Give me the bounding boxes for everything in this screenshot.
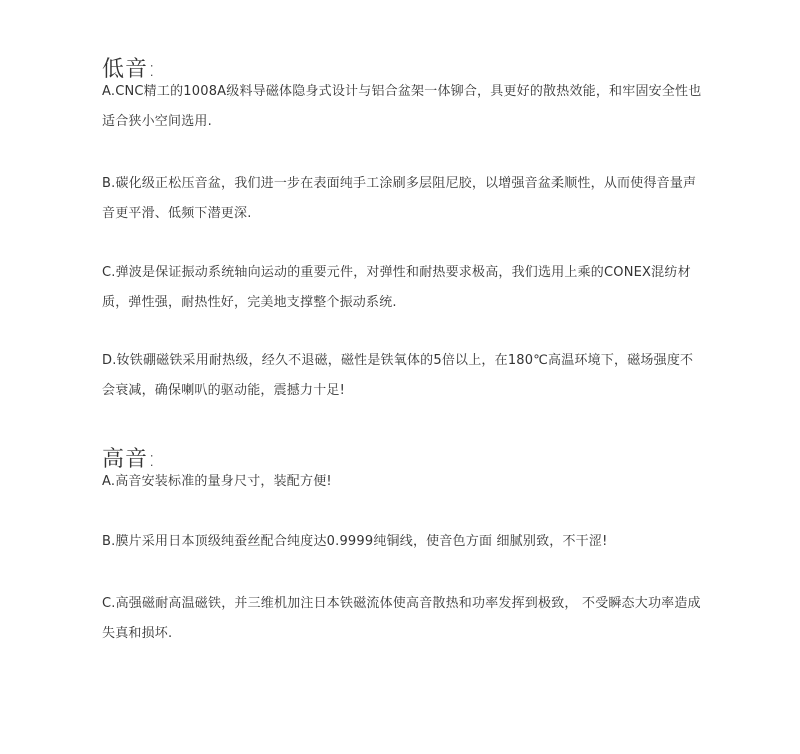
- bass-section-title: 低音:: [102, 57, 157, 82]
- product-description: [102, 0, 712, 754]
- bass-paragraph-a: A.CNC精工的1008A级料导磁体隐身式设计与铝合盆架一体铆合，具更好的散热效能，和牢固安全性也适合狭小空间选用.: [102, 84, 702, 129]
- treble-section-title: 高音:: [102, 447, 157, 472]
- bass-paragraph-c: C.弹波是保证振动系统轴向运动的重要元件，对弹性和耐热要求极高，我们选用上乘的CONEX混纺材质，弹性强，耐热性好，完美地支撑整个振动系统.: [102, 265, 691, 310]
- treble-paragraph-c: C.高强磁耐高温磁铁，并三维机加注日本铁磁流体使高音散热和功率发挥到极致， 不受瞬态大功率造成失真和损坏.: [102, 596, 701, 641]
- bass-paragraph-d: D.钕铁硼磁铁采用耐热级，经久不退磁，磁性是铁氧体的5倍以上，在180℃高温环境下，磁场强度不会衰减，确保喇叭的驱动能，震撼力十足!: [102, 353, 694, 398]
- treble-paragraph-b: B.膜片采用日本顶级纯蚕丝配合纯度达0.9999纯铜线，使音色方面 细腻别致，不干涩!: [102, 534, 608, 549]
- bass-paragraph-b: B.碳化级正松压音盆，我们进一步在表面纯手工涂刷多层阻尼胶，以增强音盆柔顺性，从而使得音量声音更平滑、低频下潜更深.: [102, 176, 697, 221]
- treble-paragraph-a: A.高音安装标准的量身尺寸，装配方便!: [102, 474, 332, 489]
